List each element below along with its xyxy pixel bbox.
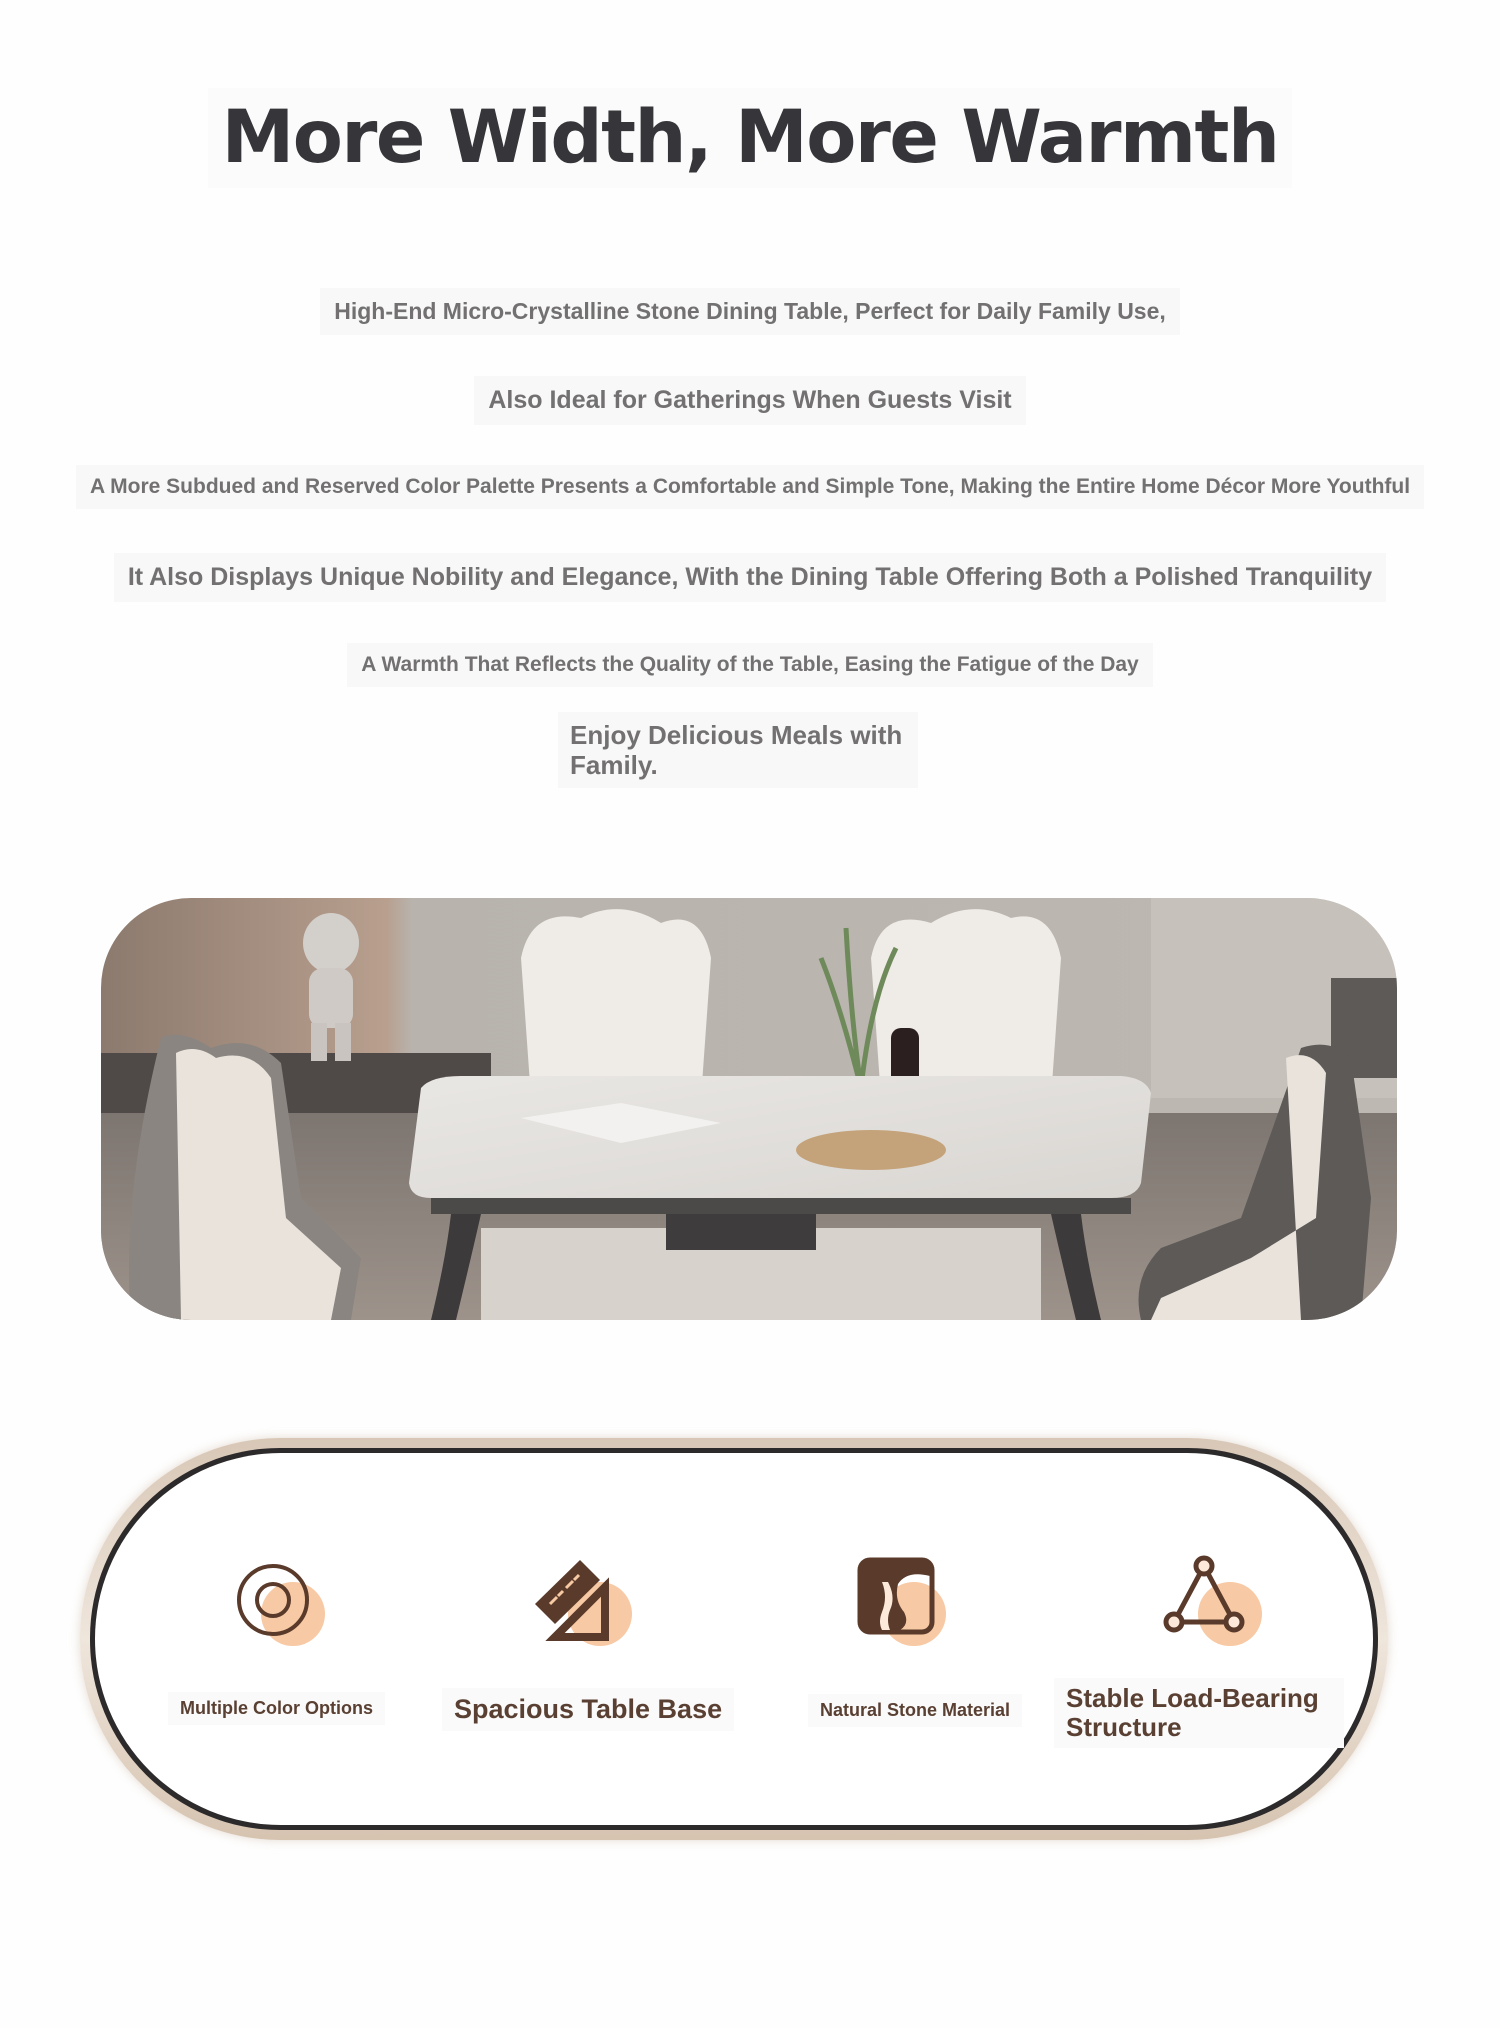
feature-label-load-bearing: Stable Load-Bearing Structure — [1054, 1678, 1344, 1748]
description-line: A More Subdued and Reserved Color Palette Presents a Comfortable and Simple Tone, Making the Entire Home Décor More Youthful — [0, 465, 1500, 509]
feature-label-table-base: Spacious Table Base — [442, 1688, 734, 1731]
closing-line: Enjoy Delicious Meals with Family. — [558, 712, 918, 788]
page-title: More Width, More Warmth — [208, 88, 1293, 188]
color-rings-icon — [225, 1552, 335, 1662]
triangle-structure-icon — [1160, 1552, 1270, 1662]
ruler-triangle-icon — [530, 1552, 640, 1662]
feature-label-stone-material: Natural Stone Material — [808, 1694, 1022, 1727]
feature-label-color-options: Multiple Color Options — [168, 1692, 385, 1725]
description-line: It Also Displays Unique Nobility and Elegance, With the Dining Table Offering Both a Polished Tranquility — [0, 553, 1500, 602]
stone-texture-icon — [852, 1552, 962, 1662]
title-container — [0, 88, 1500, 188]
description-line: A Warmth That Reflects the Quality of the Table, Easing the Fatigue of the Day — [0, 643, 1500, 687]
description-line: High-End Micro-Crystalline Stone Dining Table, Perfect for Daily Family Use, — [0, 288, 1500, 335]
description-line: Also Ideal for Gatherings When Guests Visit — [0, 376, 1500, 425]
dining-room-photo — [101, 898, 1397, 1320]
